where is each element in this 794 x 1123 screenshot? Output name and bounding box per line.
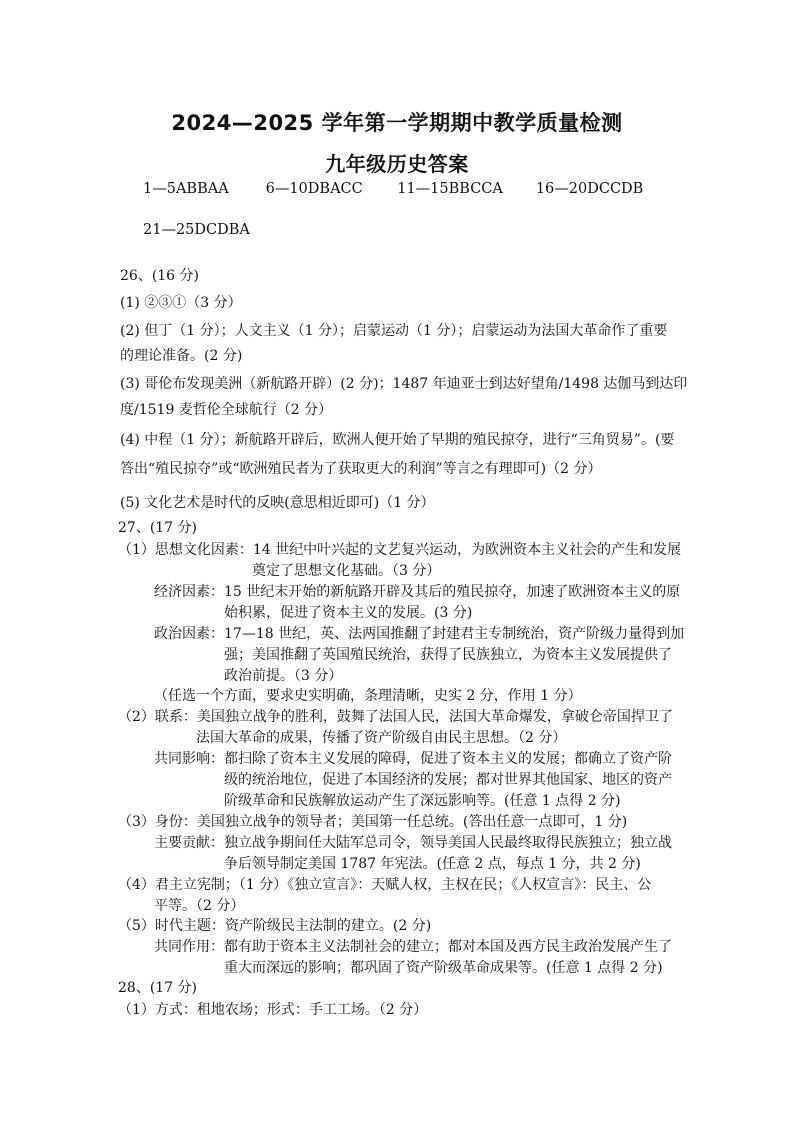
q26-part-3-line-2: 度/1519 麦哲伦全球航行（2 分） <box>120 402 333 418</box>
q27-part-2-line-1: （2）联系：美国独立战争的胜利，鼓舞了法国人民，法国大革命爆发，拿破仑帝国捍卫了 <box>118 709 673 725</box>
q27-heading: 27、(17 分) <box>118 520 198 536</box>
q27-part-1-line-5: 政治因素：17—18 世纪，英、法两国推翻了封建君主专制统治，资产阶级力量得到加 <box>154 626 685 642</box>
q27-part-3-line-3: 争后领导制定美国 1787 年宪法。(任意 2 点，每点 1 分，共 2 分) <box>224 856 641 872</box>
q26-part-4-line-1: (4) 中程（1 分）；新航路开辟后，欧洲人便开始了早期的殖民掠夺，进行“三角贸易”。(要 <box>120 432 675 448</box>
q26-heading: 26、(16 分) <box>120 268 200 284</box>
q26-part-2-line-2: 的理论准备。(2 分) <box>120 348 243 364</box>
q27-part-1-line-2: 奠定了思想文化基础。（3 分） <box>252 563 441 579</box>
q27-part-5-line-2: 共同作用：都有助于资本主义法制社会的建立；都对本国及西方民主政治发展产生了 <box>154 939 672 955</box>
q27-part-4-line-2: 平等。（2 分） <box>154 898 245 914</box>
q28-part-1: （1）方式：租地农场；形式：手工工场。（2 分） <box>118 1002 428 1018</box>
q27-part-3-line-1: （3）身份：美国独立战争的领导者；美国第一任总统。(答出任意一点即可，1 分) <box>118 814 628 830</box>
q27-part-1-line-7: 政治前提。（3 分） <box>224 668 343 684</box>
choice-group-2: 6—10DBACC <box>265 181 363 197</box>
q27-part-1-note: （任选一个方面，要求史实明确，条理清晰，史实 2 分，作用 1 分） <box>154 688 582 704</box>
q26-part-3-line-1: (3) 哥伦布发现美洲（新航路开辟）(2 分)；1487 年迪亚士到达好望角/1498 达伽马到达印 <box>120 376 688 392</box>
q27-part-2-line-4: 级的统治地位，促进了本国经济的发展；都对世界其他国家、地区的资产 <box>224 772 672 788</box>
q27-part-1-line-3: 经济因素：15 世纪末开始的新航路开辟及其后的殖民掠夺，加速了欧洲资本主义的原 <box>154 584 681 600</box>
q27-part-2-line-5: 阶级革命和民族解放运动产生了深远影响等。(任意 1 点得 2 分) <box>224 793 621 809</box>
q27-part-1-line-1: （1）思想文化因素：14 世纪中叶兴起的文艺复兴运动，为欧洲资本主义社会的产生和发展 <box>118 542 682 558</box>
q27-part-1-line-6: 强；美国推翻了英国殖民统治，获得了民族独立，为资本主义发展提供了 <box>224 647 672 663</box>
q27-part-5-line-3: 重大而深远的影响；都巩固了资产阶级革命成果等。(任意 1 点得 2 分) <box>224 960 663 976</box>
q27-part-5-line-1: （5）时代主题：资产阶级民主法制的建立。(2 分) <box>118 918 432 934</box>
choice-group-3: 11—15BBCCA <box>397 181 503 197</box>
q27-part-3-line-2: 主要贡献：独立战争期间任大陆军总司令，领导美国人民最终取得民族独立；独立战 <box>154 835 672 851</box>
q27-part-2-line-2: 法国大革命的成果，传播了资产阶级自由民主思想。（2 分） <box>196 730 567 746</box>
page-title: 2024—2025 学年第一学期期中教学质量检测 <box>171 111 623 135</box>
q27-part-4-line-1: （4）君主立宪制；（1 分）《独立宣言》：天赋人权，主权在民；《人权宣言》：民主、公 <box>118 877 652 893</box>
q26-part-4-line-2: 答出“殖民掠夺”或“欧洲殖民者为了获取更大的利润”等言之有理即可)（2 分） <box>120 461 602 477</box>
choice-group-5: 21—25DCDBA <box>143 222 250 238</box>
q28-heading: 28、(17 分) <box>118 980 198 996</box>
q26-part-2-line-1: (2) 但丁（1 分）；人文主义（1 分）；启蒙运动（1 分）；启蒙运动为法国大革命作了重要 <box>120 323 668 339</box>
q26-part-5: (5) 文化艺术是时代的反映(意思相近即可)（1 分） <box>120 495 435 511</box>
q26-part-1: (1) ②③①（3 分） <box>120 295 242 311</box>
q27-part-2-line-3: 共同影响：都扫除了资本主义发展的障碍，促进了资本主义的发展；都确立了资产阶 <box>154 751 672 767</box>
choice-answers-row-1 <box>143 181 643 197</box>
page-subtitle: 九年级历史答案 <box>325 152 469 176</box>
q27-part-1-line-4: 始积累，促进了资本主义的发展。(3 分) <box>224 605 473 621</box>
choice-group-1: 1—5ABBAA <box>143 181 229 197</box>
choice-group-4: 16—20DCCDB <box>535 181 644 197</box>
